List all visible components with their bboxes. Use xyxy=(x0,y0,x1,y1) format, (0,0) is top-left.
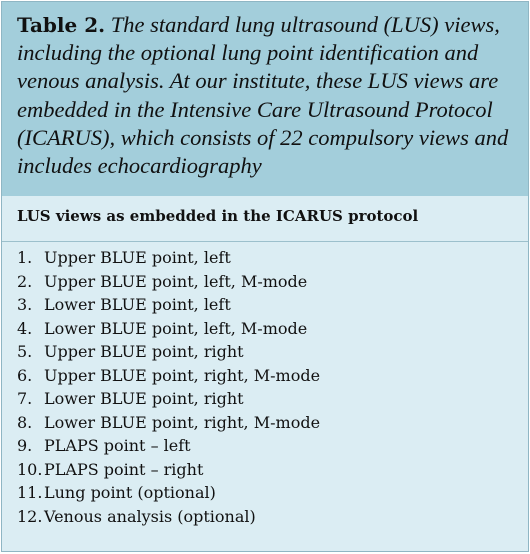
item-number: 1. xyxy=(17,248,33,267)
item-number: 4. xyxy=(17,318,33,338)
item-text: Lung point (optional) xyxy=(44,483,216,502)
item-number: 3. xyxy=(17,295,33,314)
list-item xyxy=(17,387,320,411)
list-item xyxy=(17,364,320,388)
item-number: 2. xyxy=(17,271,33,291)
item-text: PLAPS point – left xyxy=(44,436,191,455)
item-number: 11. xyxy=(17,483,43,502)
item-text: Lower BLUE point, right xyxy=(44,389,244,408)
list-item xyxy=(17,293,320,317)
list-item xyxy=(17,340,320,364)
list-item xyxy=(17,317,320,341)
item-text: Upper BLUE point, right xyxy=(44,342,244,361)
item-text: Upper BLUE point, left xyxy=(44,248,231,267)
list-item xyxy=(17,246,320,270)
list-item xyxy=(17,270,320,294)
table-container xyxy=(1,1,529,552)
list-item xyxy=(17,411,320,435)
item-number: 5. xyxy=(17,342,33,361)
list-item xyxy=(17,458,320,482)
item-text: Upper BLUE point, right, M-mode xyxy=(44,365,321,385)
item-text: Lower BLUE point, left, M-mode xyxy=(44,318,308,338)
item-text: Upper BLUE point, left, M-mode xyxy=(44,271,308,291)
item-text: Lower BLUE point, left xyxy=(44,295,231,314)
list-item xyxy=(17,505,320,529)
views-list xyxy=(17,246,320,528)
item-number: 8. xyxy=(17,412,33,432)
table-caption xyxy=(2,2,528,196)
list-item xyxy=(17,481,320,505)
list-item xyxy=(17,434,320,458)
item-number: 6. xyxy=(17,365,33,385)
item-text: PLAPS point – right xyxy=(44,459,204,479)
table-caption-text: The standard lung ultrasound (LUS) views, including the optional lung point identification and venous analysis. At our institute, these LUS views are embedded in the Intensive Care Ultrasound Protocol (ICARUS), which consists of 22 compulsory views and includes echocardiography xyxy=(17,12,509,179)
item-number: 9. xyxy=(17,436,33,455)
item-number: 10. xyxy=(17,459,43,479)
table-label: Table 2. xyxy=(17,13,106,37)
item-number: 12. xyxy=(17,506,43,526)
item-text: Venous analysis (optional) xyxy=(44,506,256,526)
column-header: LUS views as embedded in the ICARUS protocol xyxy=(2,196,528,242)
item-number: 7. xyxy=(17,389,33,408)
item-text: Lower BLUE point, right, M-mode xyxy=(44,412,321,432)
